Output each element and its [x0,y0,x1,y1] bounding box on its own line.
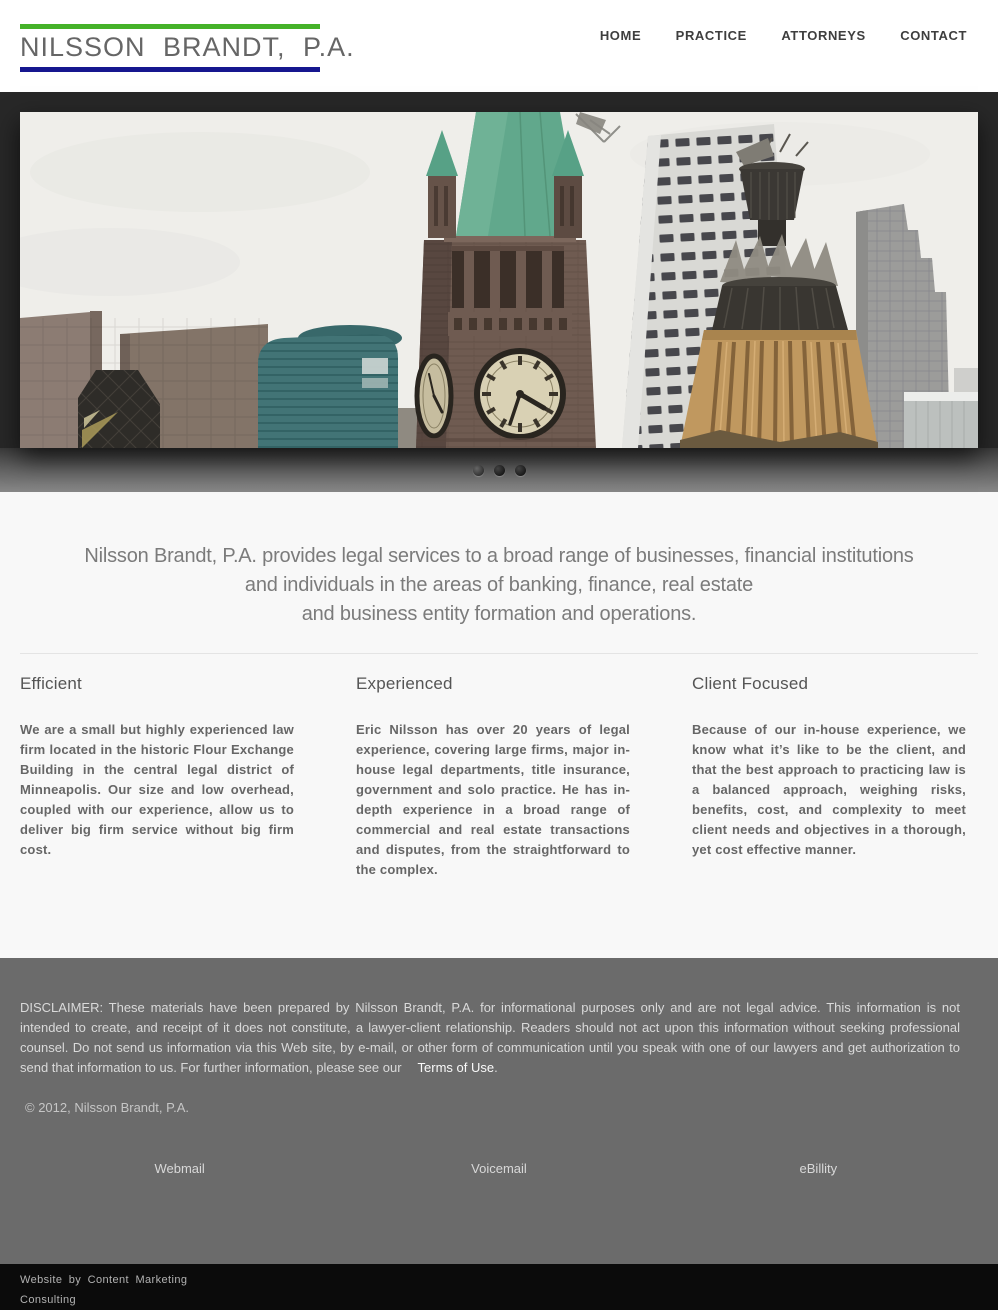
carousel-strip [0,448,998,492]
credit-link[interactable]: Content Marketing Consulting [20,1274,188,1306]
nav-contact[interactable]: CONTACT [900,28,967,43]
glass-box-building [904,392,978,448]
main-content [0,492,998,958]
site-footer [0,958,998,1264]
logo-navy-bar [20,67,320,72]
carousel-dot-1[interactable] [473,465,484,476]
tagline-line-3: and business entity formation and operations. [301,603,697,625]
tagline-line-1: Nilsson Brandt, P.A. provides legal services to a broad range of businesses, financial institutions [84,545,914,567]
tagline-line-2: and individuals in the areas of banking, finance, real estate [244,574,754,596]
site-header [0,0,998,92]
logo-text: NILSSON BRANDT, P.A. [20,32,355,62]
copyright: © 2012, Nilsson Brandt, P.A. [25,1100,189,1115]
column-client-focused [692,674,966,880]
hero-slider [0,92,998,492]
disclaimer-period: . [494,1060,498,1075]
tagline [0,492,998,629]
credit-text [20,1270,215,1310]
column-title: Efficient [20,674,82,693]
credit-bar [0,1264,998,1310]
feature-columns [20,653,978,958]
column-body: We are a small but highly experienced law firm located in the historic Flour Exchange Building in the central legal district of Minneapolis. Our size and low overhead, coupled with our experience, allow us to deliver big firm service without big firm cost. [20,722,294,857]
clock-face-side [417,356,451,436]
terms-of-use-link[interactable]: Terms of Use [417,1060,495,1075]
ebillity-link[interactable]: eBillity [799,1161,838,1176]
carousel-dot-2[interactable] [494,465,505,476]
hero-photo-slide[interactable] [20,112,978,448]
nav-practice[interactable]: PRACTICE [675,28,747,43]
main-nav [570,27,967,45]
hero-photo-illustration [20,112,978,448]
voicemail-link[interactable]: Voicemail [471,1161,527,1176]
column-efficient [20,674,294,880]
nav-attorneys[interactable]: ATTORNEYS [781,28,866,43]
webmail-link[interactable]: Webmail [154,1161,205,1176]
column-body: Because of our in-house experience, we know what it’s like to be the client, and that the best approach to practicing law is a balanced approach, weighing risks, benefits, cost, and complexity to meet client needs and objectives in a thorough, yet cost effective manner. [692,722,966,857]
clock-face-front [474,348,566,440]
carousel-dot-3[interactable] [515,465,526,476]
logo[interactable] [20,24,355,72]
column-body: Eric Nilsson has over 20 years of legal experience, covering large firms, major in-house legal departments, title insurance, government and solo practice. He has in-depth experience in a broad range of commercial and real estate transactions and disputes, from the straightforward to the complex. [356,722,630,877]
column-experienced [356,674,630,880]
disclaimer [20,998,960,1078]
disclaimer-text: DISCLAIMER: These materials have been prepared by Nilsson Brandt, P.A. for informational purposes only and are not legal advice. This information is not intended to create, and receipt of it does not constitute, a lawyer-client relationship. Readers should not act upon this information without seeking professional counsel. Do not send us information via this Web site, by e-mail, or other form of communication until you speak with one of our lawyers and get authorization to send that information to us. For further information, please see our [20,1000,960,1075]
column-title: Experienced [356,674,453,693]
footer-links [20,1161,978,1176]
credit-prefix: Website by [20,1274,88,1286]
nav-home[interactable]: HOME [599,28,642,43]
teal-glass-building [258,325,402,448]
column-title: Client Focused [692,674,809,693]
